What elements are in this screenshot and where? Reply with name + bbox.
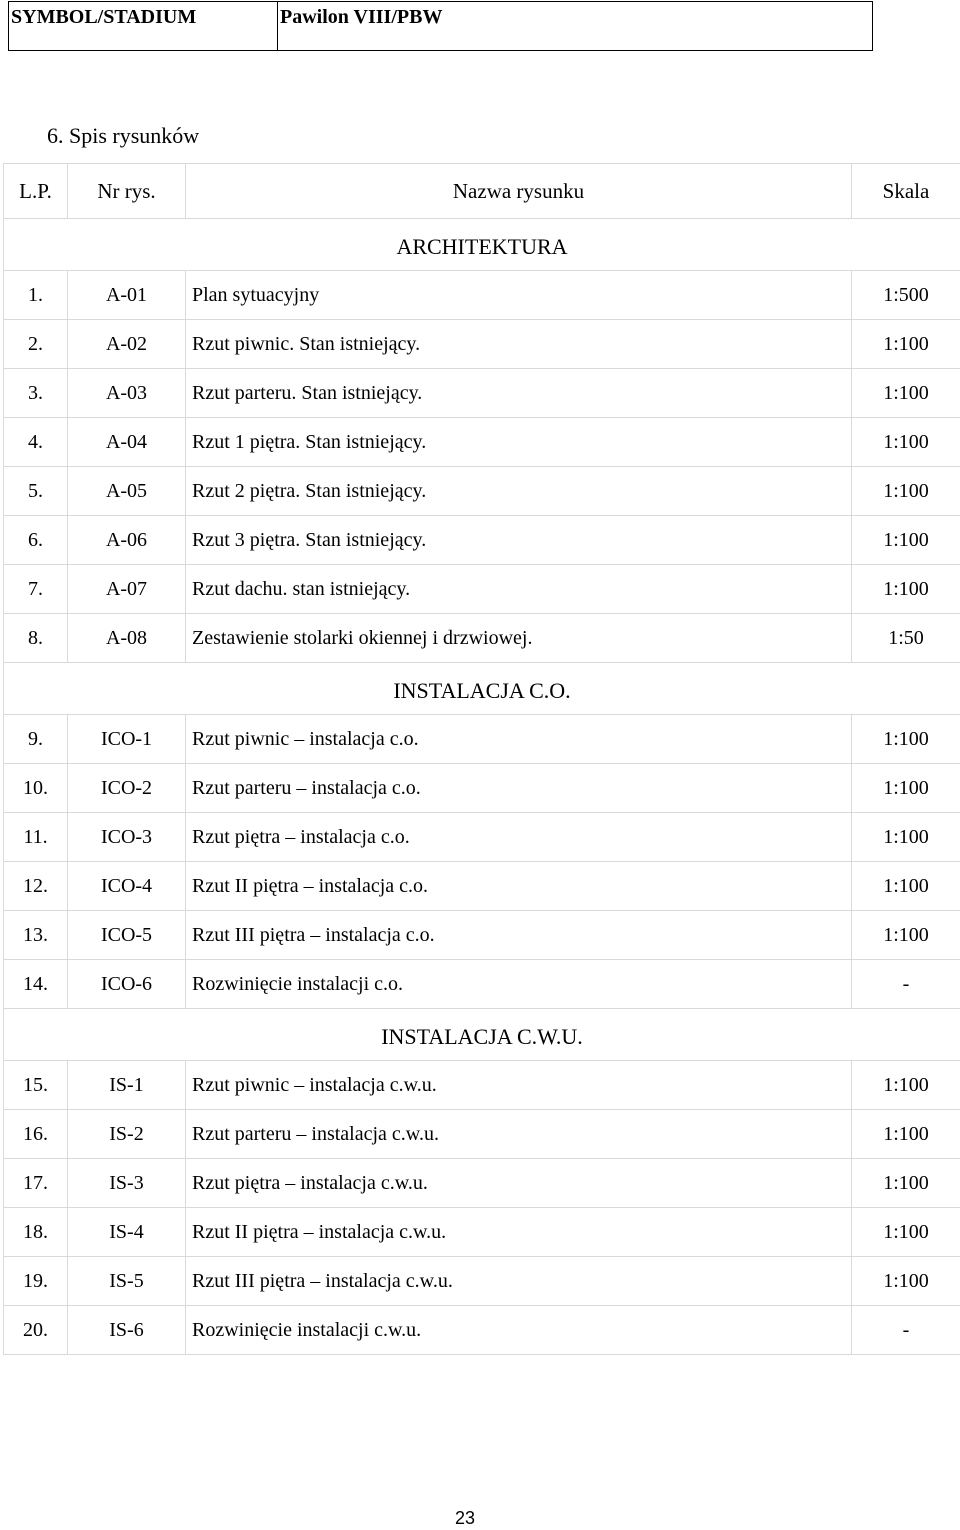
group-title: INSTALACJA C.O. <box>4 663 960 715</box>
row-scale: 1:100 <box>852 715 960 764</box>
row-drawing-number: A-05 <box>68 467 186 516</box>
table-row <box>4 614 960 663</box>
row-drawing-number: A-06 <box>68 516 186 565</box>
row-drawing-name: Rozwinięcie instalacji c.o. <box>186 960 852 1009</box>
table-body <box>4 219 960 1355</box>
group-title: ARCHITEKTURA <box>4 219 960 271</box>
row-lp: 1. <box>4 271 68 320</box>
row-lp: 15. <box>4 1061 68 1110</box>
table-group-row <box>4 663 960 715</box>
row-drawing-name: Plan sytuacyjny <box>186 271 852 320</box>
row-drawing-name: Rzut III piętra – instalacja c.o. <box>186 911 852 960</box>
row-lp: 16. <box>4 1110 68 1159</box>
row-drawing-number: ICO-4 <box>68 862 186 911</box>
row-scale: 1:100 <box>852 320 960 369</box>
row-scale: - <box>852 1306 960 1355</box>
document-header <box>8 1 873 51</box>
row-drawing-name: Rzut parteru – instalacja c.o. <box>186 764 852 813</box>
column-header-scale: Skala <box>852 164 960 219</box>
row-drawing-number: A-01 <box>68 271 186 320</box>
table-row <box>4 369 960 418</box>
row-lp: 5. <box>4 467 68 516</box>
row-drawing-name: Rzut II piętra – instalacja c.w.u. <box>186 1208 852 1257</box>
row-drawing-number: ICO-6 <box>68 960 186 1009</box>
row-scale: 1:100 <box>852 911 960 960</box>
table-row <box>4 911 960 960</box>
row-drawing-name: Rzut dachu. stan istniejący. <box>186 565 852 614</box>
row-scale: 1:50 <box>852 614 960 663</box>
table-row <box>4 960 960 1009</box>
table-row <box>4 271 960 320</box>
table-row <box>4 1159 960 1208</box>
column-header-lp: L.P. <box>4 164 68 219</box>
row-scale: 1:100 <box>852 764 960 813</box>
row-drawing-name: Rzut 3 piętra. Stan istniejący. <box>186 516 852 565</box>
table-group-row <box>4 219 960 271</box>
row-lp: 7. <box>4 565 68 614</box>
row-drawing-name: Rozwinięcie instalacji c.w.u. <box>186 1306 852 1355</box>
row-lp: 2. <box>4 320 68 369</box>
group-title: INSTALACJA C.W.U. <box>4 1009 960 1061</box>
header-symbol: SYMBOL/STADIUM <box>9 2 278 50</box>
table-row <box>4 467 960 516</box>
row-scale: 1:100 <box>852 813 960 862</box>
row-lp: 19. <box>4 1257 68 1306</box>
drawings-table <box>3 163 960 1355</box>
row-scale: 1:100 <box>852 1061 960 1110</box>
row-drawing-name: Zestawienie stolarki okiennej i drzwiowej. <box>186 614 852 663</box>
table-row <box>4 565 960 614</box>
row-scale: 1:100 <box>852 862 960 911</box>
page-number: 23 <box>454 1508 476 1528</box>
row-lp: 12. <box>4 862 68 911</box>
table-row <box>4 1257 960 1306</box>
table-header-row <box>4 164 960 219</box>
row-drawing-number: IS-5 <box>68 1257 186 1306</box>
table-row <box>4 862 960 911</box>
row-drawing-number: A-03 <box>68 369 186 418</box>
row-drawing-name: Rzut parteru. Stan istniejący. <box>186 369 852 418</box>
table-row <box>4 1061 960 1110</box>
table-group-row <box>4 1009 960 1061</box>
row-scale: 1:500 <box>852 271 960 320</box>
row-lp: 10. <box>4 764 68 813</box>
row-drawing-number: IS-2 <box>68 1110 186 1159</box>
row-drawing-number: IS-4 <box>68 1208 186 1257</box>
row-drawing-number: A-04 <box>68 418 186 467</box>
row-lp: 14. <box>4 960 68 1009</box>
table-row <box>4 764 960 813</box>
row-lp: 17. <box>4 1159 68 1208</box>
row-lp: 11. <box>4 813 68 862</box>
row-lp: 13. <box>4 911 68 960</box>
section-title: 6. Spis rysunków <box>47 123 200 148</box>
table-row <box>4 1306 960 1355</box>
row-lp: 18. <box>4 1208 68 1257</box>
row-lp: 9. <box>4 715 68 764</box>
row-scale: 1:100 <box>852 418 960 467</box>
row-lp: 8. <box>4 614 68 663</box>
row-scale: 1:100 <box>852 516 960 565</box>
row-drawing-number: A-07 <box>68 565 186 614</box>
row-drawing-number: ICO-5 <box>68 911 186 960</box>
row-drawing-name: Rzut piwnic. Stan istniejący. <box>186 320 852 369</box>
row-drawing-name: Rzut piwnic – instalacja c.o. <box>186 715 852 764</box>
row-lp: 6. <box>4 516 68 565</box>
row-scale: 1:100 <box>852 1110 960 1159</box>
table-row <box>4 1208 960 1257</box>
row-drawing-number: A-02 <box>68 320 186 369</box>
row-drawing-name: Rzut piętra – instalacja c.o. <box>186 813 852 862</box>
row-drawing-name: Rzut piętra – instalacja c.w.u. <box>186 1159 852 1208</box>
row-scale: 1:100 <box>852 467 960 516</box>
row-drawing-number: IS-6 <box>68 1306 186 1355</box>
column-header-nr: Nr rys. <box>68 164 186 219</box>
row-lp: 4. <box>4 418 68 467</box>
row-drawing-number: IS-3 <box>68 1159 186 1208</box>
row-drawing-number: A-08 <box>68 614 186 663</box>
row-drawing-number: ICO-1 <box>68 715 186 764</box>
row-scale: 1:100 <box>852 1208 960 1257</box>
row-scale: 1:100 <box>852 1159 960 1208</box>
row-drawing-name: Rzut 2 piętra. Stan istniejący. <box>186 467 852 516</box>
row-lp: 20. <box>4 1306 68 1355</box>
column-header-name: Nazwa rysunku <box>186 164 852 219</box>
header-project: Pawilon VIII/PBW <box>280 6 443 28</box>
row-lp: 3. <box>4 369 68 418</box>
row-drawing-number: IS-1 <box>68 1061 186 1110</box>
row-drawing-name: Rzut 1 piętra. Stan istniejący. <box>186 418 852 467</box>
row-drawing-name: Rzut piwnic – instalacja c.w.u. <box>186 1061 852 1110</box>
row-scale: - <box>852 960 960 1009</box>
table-row <box>4 813 960 862</box>
row-drawing-number: ICO-3 <box>68 813 186 862</box>
table-row <box>4 516 960 565</box>
row-drawing-number: ICO-2 <box>68 764 186 813</box>
row-scale: 1:100 <box>852 369 960 418</box>
row-drawing-name: Rzut II piętra – instalacja c.o. <box>186 862 852 911</box>
row-scale: 1:100 <box>852 1257 960 1306</box>
row-drawing-name: Rzut III piętra – instalacja c.w.u. <box>186 1257 852 1306</box>
row-scale: 1:100 <box>852 565 960 614</box>
table-row <box>4 418 960 467</box>
table-row <box>4 320 960 369</box>
table-row <box>4 715 960 764</box>
table-row <box>4 1110 960 1159</box>
row-drawing-name: Rzut parteru – instalacja c.w.u. <box>186 1110 852 1159</box>
